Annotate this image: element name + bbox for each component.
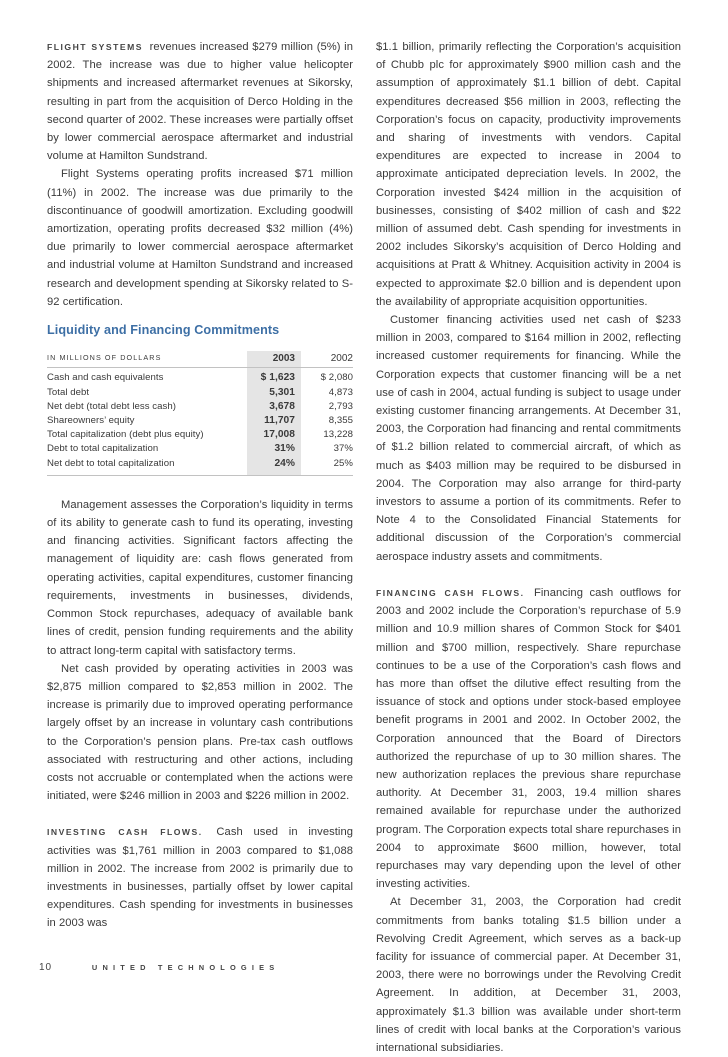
financing-cash-lead: FINANCING CASH FLOWS. — [376, 587, 525, 598]
table-row — [47, 368, 353, 386]
table-header-row — [47, 351, 353, 368]
left-column — [47, 38, 353, 933]
flight-systems-paragraph — [47, 38, 353, 165]
value-2002: 8,355 — [328, 415, 353, 427]
row-label: Net debt to total capitalization — [47, 457, 247, 476]
page-number: 10 — [39, 962, 53, 973]
table-row — [47, 442, 353, 456]
value-2003: 5,301 — [247, 386, 301, 400]
value-2003: 11,707 — [247, 414, 301, 428]
flight-systems-revenue-text: revenues increased $279 million (5%) in 2002. The increase was due to higher value helicopter shipments and increased aftermarket revenues at Sikorsky, resulting in part from the acquisition of Derco Holding in the second quarter of 2002. These increases were partially offset by lower commercial aerospace aftermarket and industrial volume at Hamilton Sundstrand. — [47, 41, 353, 163]
liquidity-management-paragraph: Management assesses the Corporation’s liquidity in terms of its ability to generate cash to fund its operating, investing and financing activities. Significant factors affecting the management of liquidity are: cash flows generated from operating activities, capital expenditures, customer financing requirements, investments in businesses, dividends, Common Stock repurchases, adequacy of available bank lines of credit, pension funding requirements and the ability to attract long-term capital with satisfactory terms. — [47, 498, 353, 657]
value-2003: 24% — [247, 457, 301, 476]
value-2003: 17,008 — [247, 428, 301, 442]
value-2002: 2,793 — [328, 400, 353, 412]
investing-cash-text: Cash used in investing activities was $1,761 million in 2003 compared to $1,088 million in 2002. The increase from 2002 is primarily due to investments in businesses, partially offset by lower capital expenditures. Cash spending for investments in businesses in 2003 was — [47, 826, 353, 930]
value-2003: 31% — [247, 442, 301, 456]
paragraph-gap — [376, 566, 681, 584]
row-label: Total debt — [47, 386, 90, 398]
operating-cash-paragraph: Net cash provided by operating activities in 2003 was $2,875 million compared to $2,853 million in 2002. The increase is primarily due to improved operating performance largely offset by an increase in voluntary cash contributions to the Corporation’s pension plans. Pre-tax cash outflows associated with restructuring and other actions, including costs not accruable or contemplated when the actions were initiated, were $246 million in 2003 and $226 million in 2002. — [47, 662, 353, 803]
flight-systems-profit-paragraph: Flight Systems operating profits increased $71 million (11%) in 2002. The increase was due primarily to the discontinuance of goodwill amortization. Excluding goodwill amortization, operating profits decreased $32 million (4%) due primarily to lower commercial aerospace aftermarket and industrial volume at Hamilton Sundstrand and increased research and development spending at Sikorsky related to S-92 certification. — [47, 168, 353, 308]
col-header-2002: 2002 — [301, 351, 353, 368]
paragraph-gap — [47, 805, 353, 823]
company-name: UNITED TECHNOLOGIES — [91, 963, 280, 972]
flight-systems-lead: FLIGHT SYSTEMS — [47, 42, 143, 52]
page-footer — [39, 962, 279, 973]
credit-commitments-paragraph: At December 31, 2003, the Corporation had credit commitments from banks totaling $1.5 billion under a Revolving Credit Agreement, which serves as a back-up facility for issuance of commercial paper. At December 31, 2003, there were no borrowings under the Revolving Credit Agreement. In addition, at December 31, 2003, approximately $1.3 billion was available under short-term lines of credit with local banks at the Corporation’s various international subsidiaries. — [376, 896, 681, 1054]
table-row — [47, 414, 353, 428]
table-row — [47, 428, 353, 442]
investing-continued-paragraph: $1.1 billion, primarily reflecting the Corporation’s acquisition of Chubb plc for approximately $900 million cash and the assumption of approximately $1.1 billion of debt. Capital expenditures decreased $56 million in 2003, reflecting the Corporation’s focus on capacity, productivity improvements and sharing of investments with vendors. Capital expenditures are expected to increase in 2004 to approximate anticipated depreciation levels. In 2002, the Corporation invested $424 million in the acquisition of businesses, consisting of $402 million of cash and $22 million of assumed debt. Cash spending for investments in 2002 includes Sikorsky’s acquisition of Derco Holding and acquisitions at Pratt & Whitney. Acquisition activity in 2004 is expected to approximate $2.0 billion and is dependent upon the availability of appropriate acquisition opportunities. — [376, 41, 681, 308]
liquidity-table — [47, 351, 353, 476]
value-2002: 13,228 — [323, 429, 353, 441]
value-2002: 37% — [333, 443, 353, 455]
financing-cash-text: Financing cash outflows for 2003 and 2002 include the Corporation’s repurchase of 5.9 million and 10.9 million shares of Common Stock for $401 million and $700 million, respectively. Share repurchase continues to be a use of the Corporation’s cash flows and has more than offset the dilutive effect resulting from the issuance of stock and options under stock-based employee benefit programs in 2001 and 2002. In October 2002, the Corporation announced that the Board of Directors authorized the repurchase of up to 30 million shares. The new authorization replaces the previous share repurchase authority. At December 31, 2003, 19.4 million shares remained available for repurchase under the authorized program. The Corporation expects total share repurchases in 2004 to approximate $600 million, however, total repurchases may vary depending upon the level of other investing activities. — [376, 586, 681, 891]
row-label: Total capitalization (debt plus equity) — [47, 429, 204, 441]
row-label: Cash and cash equivalents — [47, 372, 164, 384]
table-row — [47, 457, 353, 476]
financing-cash-paragraph — [376, 584, 681, 893]
row-label: Debt to total capitalization — [47, 443, 159, 455]
value-2002: 25% — [301, 457, 353, 476]
liquidity-heading: Liquidity and Financing Commitments — [47, 323, 280, 338]
row-label: Net debt (total debt less cash) — [47, 400, 176, 412]
value-2003: 3,678 — [247, 400, 301, 414]
right-column — [376, 38, 681, 1057]
investing-cash-paragraph — [47, 823, 353, 932]
table-row — [47, 400, 353, 414]
col-header-2003: 2003 — [247, 351, 301, 368]
units-label: IN MILLIONS OF DOLLARS — [47, 351, 247, 368]
table-row — [47, 386, 353, 400]
row-label: Shareowners’ equity — [47, 415, 135, 427]
value-2002: $ 2,080 — [320, 372, 353, 384]
investing-cash-lead: INVESTING CASH FLOWS. — [47, 827, 203, 838]
value-2002: 4,873 — [328, 386, 353, 398]
customer-financing-paragraph: Customer financing activities used net cash of $233 million in 2003, compared to $164 million in 2002, reflecting increased customer requirements for financing. While the Corporation expects that customer financing will be a net use of cash in 2004, actual funding is subject to usage under existing customer financing arrangements. At December 31, 2003, the Corporation had financing and rental commitments of $1.2 billion related to commercial aircraft, of which as much as $403 million may be required to be disbursed in 2004. The Corporation may also arrange for third-party investors to assume a portion of its commitments. Refer to Note 4 to the Consolidated Financial Statements for additional discussion of the Corporation’s commercial aerospace industry assets and commitments. — [376, 314, 681, 563]
value-2003: $ 1,623 — [247, 368, 301, 386]
